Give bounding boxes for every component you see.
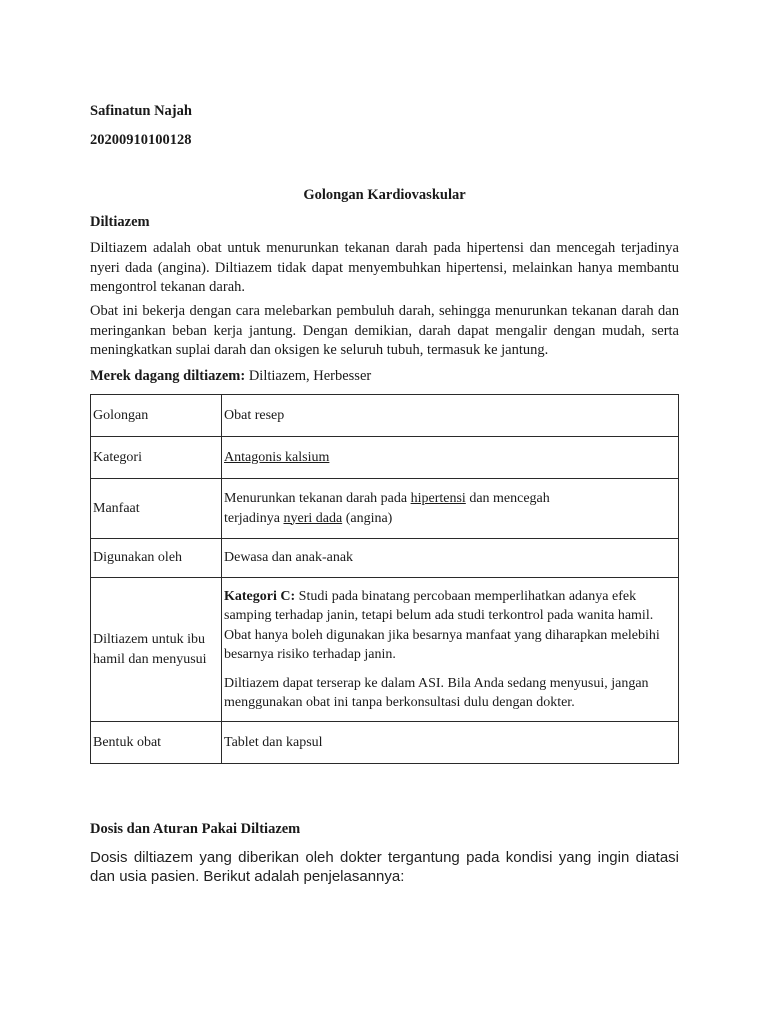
paragraph-dosis: Dosis diltiazem yang diberikan oleh dokter tergantung pada kondisi yang ingin diatasi dan usia pasien. Berikut adalah penjelasannya:	[90, 849, 679, 885]
breastfeeding-text: Diltiazem dapat terserap ke dalam ASI. Bila Anda sedang menyusui, jangan menggunakan obat ini tanpa berkonsultasi dulu dengan dokter.	[224, 675, 649, 710]
table-row	[91, 437, 679, 479]
row-label: Bentuk obat	[91, 722, 222, 764]
brand-line	[90, 367, 371, 387]
brand-value: Diltiazem, Herbesser	[245, 368, 372, 384]
author-name: Safinatun Najah	[90, 103, 192, 119]
drug-info-table	[90, 394, 679, 764]
table-row	[91, 395, 679, 437]
row-label: Diltiazem untuk ibu hamil dan menyusui	[91, 578, 222, 722]
row-label: Golongan	[91, 395, 222, 437]
row-value: Tablet dan kapsul	[222, 722, 679, 764]
link-antagonis-kalsium[interactable]: Antagonis kalsium	[224, 449, 330, 465]
document-title: Golongan Kardiovaskular	[303, 187, 466, 203]
table-row	[91, 479, 679, 539]
paragraph-definition: Diltiazem adalah obat untuk menurunkan tekanan darah pada hipertensi dan mencegah terjadinya nyeri dada (angina). Diltiazem tidak dapat menyembuhkan hipertensi, melainkan hanya membantu mengontrol tekanan darah.	[90, 240, 679, 295]
row-value: Menurunkan tekanan darah pada hipertensi dan mencegah terjadinya nyeri dada (angina)	[222, 479, 679, 539]
link-hipertensi[interactable]: hipertensi	[410, 491, 466, 506]
link-nyeri-dada[interactable]: nyeri dada	[283, 510, 343, 526]
table-row	[91, 578, 679, 722]
row-value: Obat resep	[222, 395, 679, 437]
student-id: 20200910100128	[90, 132, 192, 148]
table-row	[91, 722, 679, 764]
table-row	[91, 539, 679, 578]
row-label: Digunakan oleh	[91, 539, 222, 578]
row-label: Kategori	[91, 437, 222, 479]
brand-label: Merek dagang diltiazem:	[90, 368, 246, 384]
row-value: Dewasa dan anak-anak	[222, 539, 679, 578]
row-value	[222, 578, 679, 722]
section-heading-dosis: Dosis dan Aturan Pakai Diltiazem	[90, 821, 301, 837]
section-heading-diltiazem: Diltiazem	[90, 214, 150, 230]
row-label: Manfaat	[91, 479, 222, 539]
category-label: Kategori C:	[224, 588, 296, 604]
paragraph-mechanism: Obat ini bekerja dengan cara melebarkan pembuluh darah, sehingga menurunkan tekanan darah dan meringankan beban kerja jantung. Dengan demikian, darah dapat mengalir dengan mudah, serta meningkatkan suplai darah dan oksigen ke seluruh tubuh, termasuk ke jantung.	[90, 303, 679, 358]
pregnancy-category-text: Kategori C: Studi pada binatang percobaan memperlihatkan adanya efek samping terhadap janin, tetapi belum ada studi terkontrol pada wanita hamil. Obat hanya boleh digunakan jika besarnya manfaat yang diharapkan melebihi besarnya risiko terhadap janin.	[224, 588, 660, 662]
row-value	[222, 437, 679, 479]
